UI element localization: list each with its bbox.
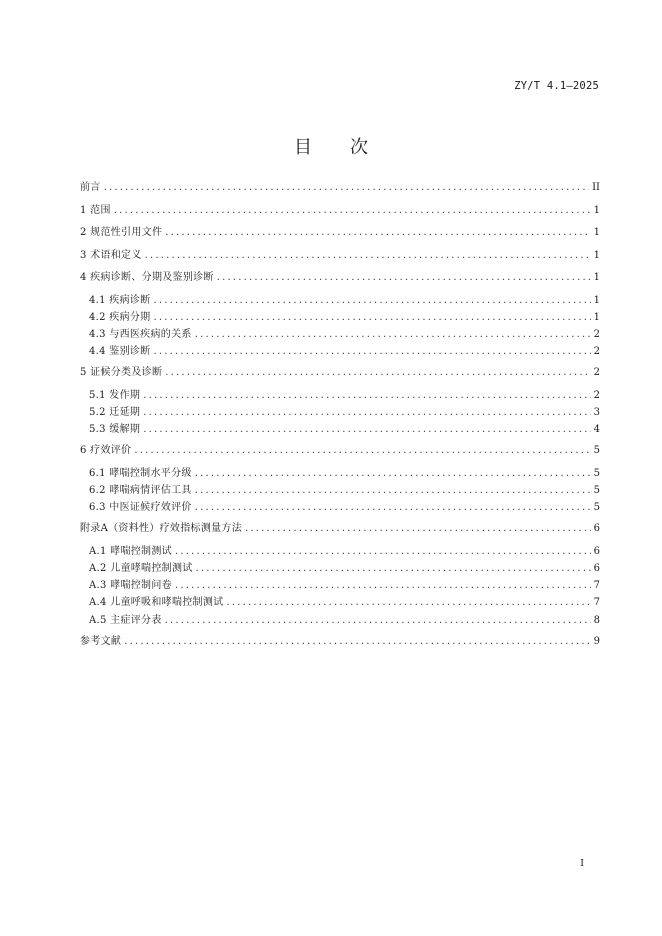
toc-leader-dots bbox=[165, 367, 590, 378]
toc-entry[interactable] bbox=[80, 597, 600, 614]
toc-leader-dots bbox=[153, 346, 590, 357]
toc-entry[interactable] bbox=[80, 563, 600, 580]
toc-leader-dots bbox=[195, 329, 591, 340]
toc-leader-dots bbox=[143, 390, 590, 401]
toc-entry-page: 1 bbox=[593, 204, 600, 216]
toc-leader-dots bbox=[143, 407, 590, 418]
toc-entry-page: 1 bbox=[593, 227, 600, 238]
toc-entry-page: 7 bbox=[593, 580, 600, 592]
toc-entry-page: 6 bbox=[593, 563, 600, 575]
toc-leader-dots bbox=[195, 468, 591, 479]
toc-entry-page: 1 bbox=[593, 249, 600, 261]
toc-leader-dots bbox=[217, 272, 591, 283]
toc-entry-page: 6 bbox=[593, 545, 600, 557]
toc-entry-page: 2 bbox=[593, 389, 600, 401]
toc-entry-label: A.5 主症评分表 bbox=[89, 614, 162, 626]
toc-entry-page: 4 bbox=[593, 424, 600, 436]
toc-entry[interactable] bbox=[80, 485, 600, 502]
toc-entry-page: 5 bbox=[593, 502, 600, 514]
toc-entry-label: 5.3 缓解期 bbox=[89, 424, 141, 436]
toc-entry-label: 6 疗效评价 bbox=[80, 445, 132, 457]
toc-entry-page: 9 bbox=[593, 635, 600, 647]
toc-entry[interactable] bbox=[80, 182, 600, 205]
toc-leader-dots bbox=[104, 182, 589, 193]
toc-leader-dots bbox=[114, 205, 591, 216]
toc-entry-label: 1 范围 bbox=[80, 204, 111, 216]
toc-entry-label: 6.3 中医证候疗效评价 bbox=[89, 502, 192, 514]
toc-entry-page: 3 bbox=[593, 406, 600, 418]
toc-entry-label: 附录A（资料性）疗效指标测量方法 bbox=[80, 523, 243, 535]
toc-leader-dots bbox=[153, 312, 590, 323]
toc-leader-dots bbox=[153, 295, 590, 306]
toc-entry[interactable] bbox=[80, 205, 600, 228]
toc-entry[interactable] bbox=[80, 636, 600, 659]
toc-entry[interactable] bbox=[80, 295, 600, 312]
page-title: 目次 bbox=[294, 137, 406, 158]
toc-entry[interactable] bbox=[80, 502, 600, 519]
toc-leader-dots bbox=[195, 502, 591, 513]
toc-entry-page: 5 bbox=[593, 445, 600, 457]
toc-entry-label: 6.2 哮喘病情评估工具 bbox=[89, 485, 192, 496]
toc-entry-label: A.1 哮喘控制测试 bbox=[89, 545, 172, 557]
toc-leader-dots bbox=[145, 250, 591, 261]
toc-entry[interactable] bbox=[80, 329, 600, 346]
toc-entry[interactable] bbox=[80, 250, 600, 273]
toc-entry-label: 3 术语和定义 bbox=[80, 249, 142, 261]
toc-entry-label: A.3 哮喘控制问卷 bbox=[89, 580, 172, 592]
toc-entry-label: 4.2 疾病分期 bbox=[89, 311, 151, 323]
toc-leader-dots bbox=[195, 485, 591, 496]
toc-entry-page: 1 bbox=[593, 311, 600, 323]
toc-leader-dots bbox=[165, 227, 590, 238]
toc-entry[interactable] bbox=[80, 468, 600, 485]
toc-entry[interactable] bbox=[80, 546, 600, 563]
toc-leader-dots bbox=[245, 523, 591, 534]
toc-leader-dots bbox=[165, 615, 591, 626]
toc-entry-label: 4.4 鉴别诊断 bbox=[89, 346, 151, 358]
page-number: I bbox=[580, 858, 584, 869]
toc-entry-page: 5 bbox=[593, 467, 600, 479]
toc-entry-page: 1 bbox=[593, 294, 600, 306]
toc-entry[interactable] bbox=[80, 272, 600, 295]
toc-entry-page: 5 bbox=[593, 485, 600, 496]
toc-entry-label: 4 疾病诊断、分期及鉴别诊断 bbox=[80, 272, 214, 283]
toc-entry[interactable] bbox=[80, 367, 600, 390]
toc-entry-label: 4.3 与西医疾病的关系 bbox=[89, 328, 192, 340]
toc-entry[interactable] bbox=[80, 346, 600, 363]
toc-entry[interactable] bbox=[80, 407, 600, 424]
toc-entry[interactable] bbox=[80, 390, 600, 407]
toc-entry-label: 参考文献 bbox=[80, 635, 122, 647]
toc-leader-dots bbox=[134, 445, 590, 456]
table-of-contents bbox=[80, 182, 600, 658]
toc-entry-page: 1 bbox=[593, 272, 600, 283]
toc-leader-dots bbox=[175, 580, 591, 591]
toc-entry-label: A.2 儿童哮喘控制测试 bbox=[89, 563, 193, 575]
toc-entry-label: 5.2 迁延期 bbox=[89, 406, 141, 418]
toc-leader-dots bbox=[196, 563, 591, 574]
toc-entry[interactable] bbox=[80, 312, 600, 329]
toc-entry[interactable] bbox=[80, 227, 600, 250]
toc-entry-page: 2 bbox=[593, 367, 600, 379]
toc-entry-page: II bbox=[592, 182, 600, 193]
toc-entry[interactable] bbox=[80, 580, 600, 597]
toc-leader-dots bbox=[175, 546, 591, 557]
toc-entry-page: 2 bbox=[593, 346, 600, 358]
toc-entry-page: 6 bbox=[593, 523, 600, 535]
toc-leader-dots bbox=[143, 424, 590, 435]
toc-entry[interactable] bbox=[80, 523, 600, 546]
toc-leader-dots bbox=[124, 636, 590, 647]
document-code: ZY/T 4.1—2025 bbox=[514, 80, 599, 92]
toc-entry[interactable] bbox=[80, 445, 600, 468]
toc-entry[interactable] bbox=[80, 615, 600, 632]
toc-entry-label: 4.1 疾病诊断 bbox=[89, 294, 151, 306]
toc-entry-label: 前言 bbox=[80, 182, 101, 193]
toc-entry-page: 2 bbox=[593, 328, 600, 340]
toc-entry-label: 5 证候分类及诊断 bbox=[80, 367, 163, 379]
toc-entry-label: 6.1 哮喘控制水平分级 bbox=[89, 467, 192, 479]
toc-entry-page: 7 bbox=[593, 597, 600, 609]
toc-entry-label: 2 规范性引用文件 bbox=[80, 227, 163, 238]
toc-entry[interactable] bbox=[80, 424, 600, 441]
toc-entry-label: A.4 儿童呼吸和哮喘控制测试 bbox=[89, 597, 224, 609]
toc-leader-dots bbox=[226, 597, 590, 608]
toc-entry-page: 8 bbox=[593, 614, 600, 626]
toc-entry-label: 5.1 发作期 bbox=[89, 389, 141, 401]
